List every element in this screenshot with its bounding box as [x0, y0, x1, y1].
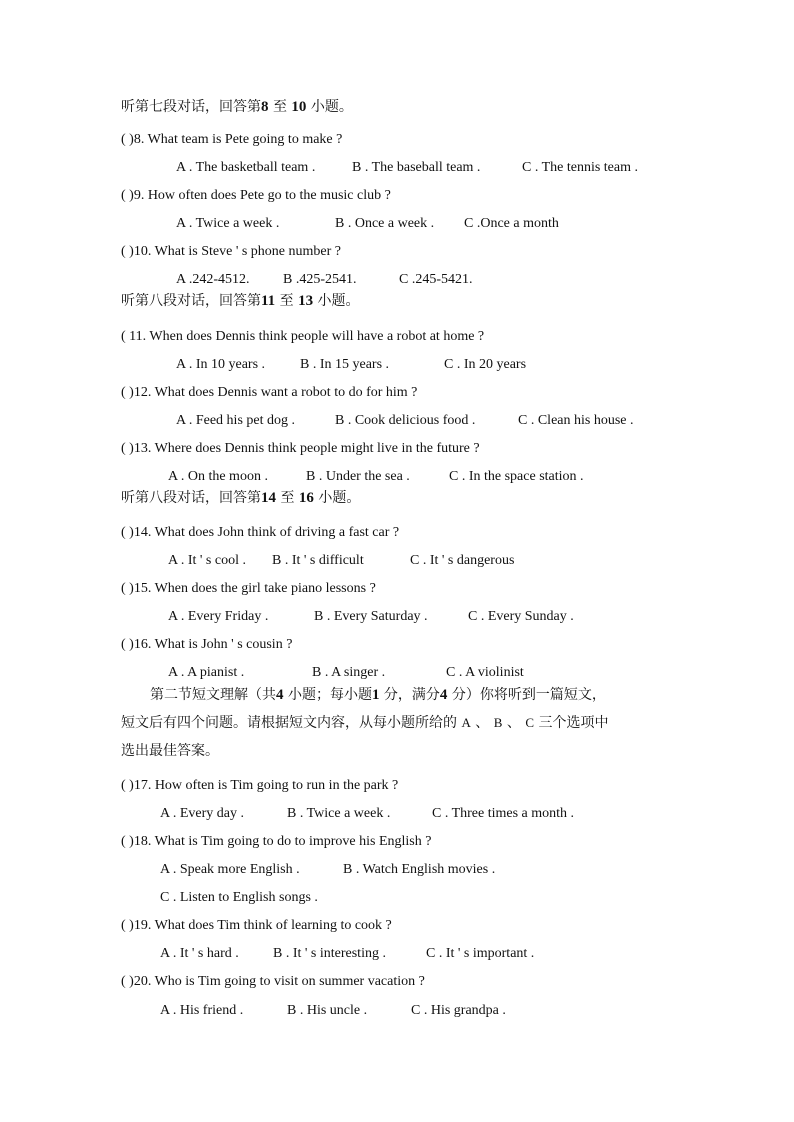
option-b[interactable]: B . His uncle .: [287, 1003, 368, 1018]
option-a[interactable]: A . Every Friday .: [168, 609, 269, 624]
option-b[interactable]: B . It ' s interesting .: [273, 946, 386, 961]
heading-num-end: 10: [291, 99, 307, 115]
heading-text: 听第七段对话，回答第: [121, 99, 261, 115]
option-c[interactable]: C . His grandpa .: [411, 1003, 506, 1018]
intro-choice-b: B: [493, 715, 503, 730]
option-a[interactable]: A . It ' s cool .: [168, 553, 246, 568]
option-c[interactable]: C .245-5421.: [399, 272, 473, 287]
question-19: ( )19. What does Tim think of learning to cook ?: [121, 918, 392, 933]
option-b[interactable]: B . Once a week .: [335, 216, 435, 231]
question-8: ( )8. What team is Pete going to make ?: [121, 132, 343, 147]
question-20: ( )20. Who is Tim going to visit on summer vacation ?: [121, 974, 425, 989]
question-18: ( )18. What is Tim going to do to improve his English ?: [121, 834, 432, 849]
options-17: [160, 805, 574, 823]
option-a[interactable]: A . Feed his pet dog .: [176, 413, 295, 428]
option-c[interactable]: C . In the space station .: [449, 469, 584, 484]
option-b[interactable]: B . In 15 years .: [300, 357, 390, 372]
passage-intro-line-2: [121, 714, 608, 732]
option-c[interactable]: C . It ' s dangerous: [410, 553, 515, 568]
heading-num-start: 8: [261, 99, 269, 115]
option-a[interactable]: A . His friend .: [160, 1003, 244, 1018]
heading-to: 至: [279, 293, 294, 309]
option-c[interactable]: C . A violinist: [446, 665, 524, 680]
heading-num-end: 16: [298, 490, 314, 506]
options-9: [176, 215, 559, 233]
option-c[interactable]: C . Listen to English songs .: [160, 890, 318, 905]
section-heading-8a: [121, 292, 360, 310]
question-12: ( )12. What does Dennis want a robot to do for him ?: [121, 385, 418, 400]
options-18: [160, 861, 495, 879]
question-17: ( )17. How often is Tim going to run in the park ?: [121, 778, 399, 793]
intro-text: 三个选项中: [538, 715, 609, 731]
heading-suffix: 小题。: [318, 490, 361, 506]
intro-score: 1: [371, 687, 380, 703]
option-b[interactable]: B . Every Saturday .: [314, 609, 428, 624]
intro-text: 分）你将听到一篇短文，: [451, 687, 606, 703]
option-c[interactable]: C .Once a month: [464, 216, 559, 231]
options-19: [160, 945, 534, 963]
intro-choice-c: C: [525, 715, 534, 730]
question-11: ( 11. When does Dennis think people will have a robot at home ?: [121, 329, 485, 344]
question-9: ( )9. How often does Pete go to the music club ?: [121, 188, 391, 203]
option-a[interactable]: A .242-4512.: [176, 272, 250, 287]
question-10: ( )10. What is Steve ' s phone number ?: [121, 244, 341, 259]
option-b[interactable]: B . Under the sea .: [306, 469, 410, 484]
intro-separator: 、: [506, 715, 521, 731]
heading-to: 至: [272, 99, 287, 115]
options-8: [176, 159, 638, 177]
question-16: ( )16. What is John ' s cousin ?: [121, 637, 293, 652]
option-c[interactable]: C . Every Sunday .: [468, 609, 574, 624]
option-c[interactable]: C . Three times a month .: [432, 806, 575, 821]
option-a[interactable]: A . In 10 years .: [176, 357, 266, 372]
heading-text: 听第八段对话，回答第: [121, 490, 261, 506]
question-13: ( )13. Where does Dennis think people might live in the future ?: [121, 441, 480, 456]
option-a[interactable]: A . On the moon .: [168, 469, 268, 484]
heading-suffix: 小题。: [310, 99, 353, 115]
option-b[interactable]: B . The baseball team .: [352, 160, 481, 175]
options-18-cont: [160, 889, 318, 907]
intro-separator: 、: [475, 715, 490, 731]
section-heading-7: [121, 98, 353, 116]
passage-intro-line-3: 选出最佳答案。: [121, 743, 219, 759]
intro-choice-a: A: [461, 715, 471, 730]
option-b[interactable]: B .425-2541.: [283, 272, 357, 287]
option-c[interactable]: C . The tennis team .: [522, 160, 638, 175]
intro-text: 分，满分: [383, 687, 440, 703]
question-14: ( )14. What does John think of driving a fast car ?: [121, 525, 400, 540]
option-c[interactable]: C . Clean his house .: [518, 413, 634, 428]
heading-text: 听第八段对话，回答第: [121, 293, 261, 309]
options-16: [168, 664, 524, 682]
heading-to: 至: [280, 490, 295, 506]
option-b[interactable]: B . Cook delicious food .: [335, 413, 476, 428]
options-15: [168, 608, 574, 626]
options-11: [176, 356, 526, 374]
heading-num-start: 14: [261, 490, 276, 506]
option-a[interactable]: A . Twice a week .: [176, 216, 280, 231]
question-15: ( )15. When does the girl take piano lessons ?: [121, 581, 376, 596]
option-b[interactable]: B . Twice a week .: [287, 806, 391, 821]
passage-intro-line-1: [150, 686, 606, 704]
option-a[interactable]: A . Every day .: [160, 806, 244, 821]
section-heading-8b: [121, 489, 360, 507]
option-b[interactable]: B . Watch English movies .: [343, 862, 496, 877]
heading-suffix: 小题。: [317, 293, 360, 309]
intro-text: 第二节短文理解（共: [150, 687, 276, 703]
option-a[interactable]: A . The basketball team .: [176, 160, 316, 175]
intro-text: 小题；每小题: [287, 687, 372, 703]
options-10: [176, 271, 473, 289]
option-a[interactable]: A . A pianist .: [168, 665, 245, 680]
intro-count: 4: [276, 687, 284, 703]
option-b[interactable]: B . A singer .: [312, 665, 386, 680]
intro-text: 短文后有四个问题。请根据短文内容，从每小题所给的: [121, 715, 457, 731]
options-12: [176, 412, 634, 430]
option-a[interactable]: A . Speak more English .: [160, 862, 300, 877]
options-14: [168, 552, 514, 570]
heading-num-start: 11: [261, 293, 276, 309]
option-a[interactable]: A . It ' s hard .: [160, 946, 239, 961]
option-b[interactable]: B . It ' s difficult: [272, 553, 364, 568]
intro-total: 4: [439, 687, 448, 703]
option-c[interactable]: C . It ' s important .: [426, 946, 535, 961]
options-13: [168, 468, 584, 486]
heading-num-end: 13: [298, 293, 314, 309]
option-c[interactable]: C . In 20 years: [444, 357, 527, 372]
options-20: [160, 1002, 506, 1020]
